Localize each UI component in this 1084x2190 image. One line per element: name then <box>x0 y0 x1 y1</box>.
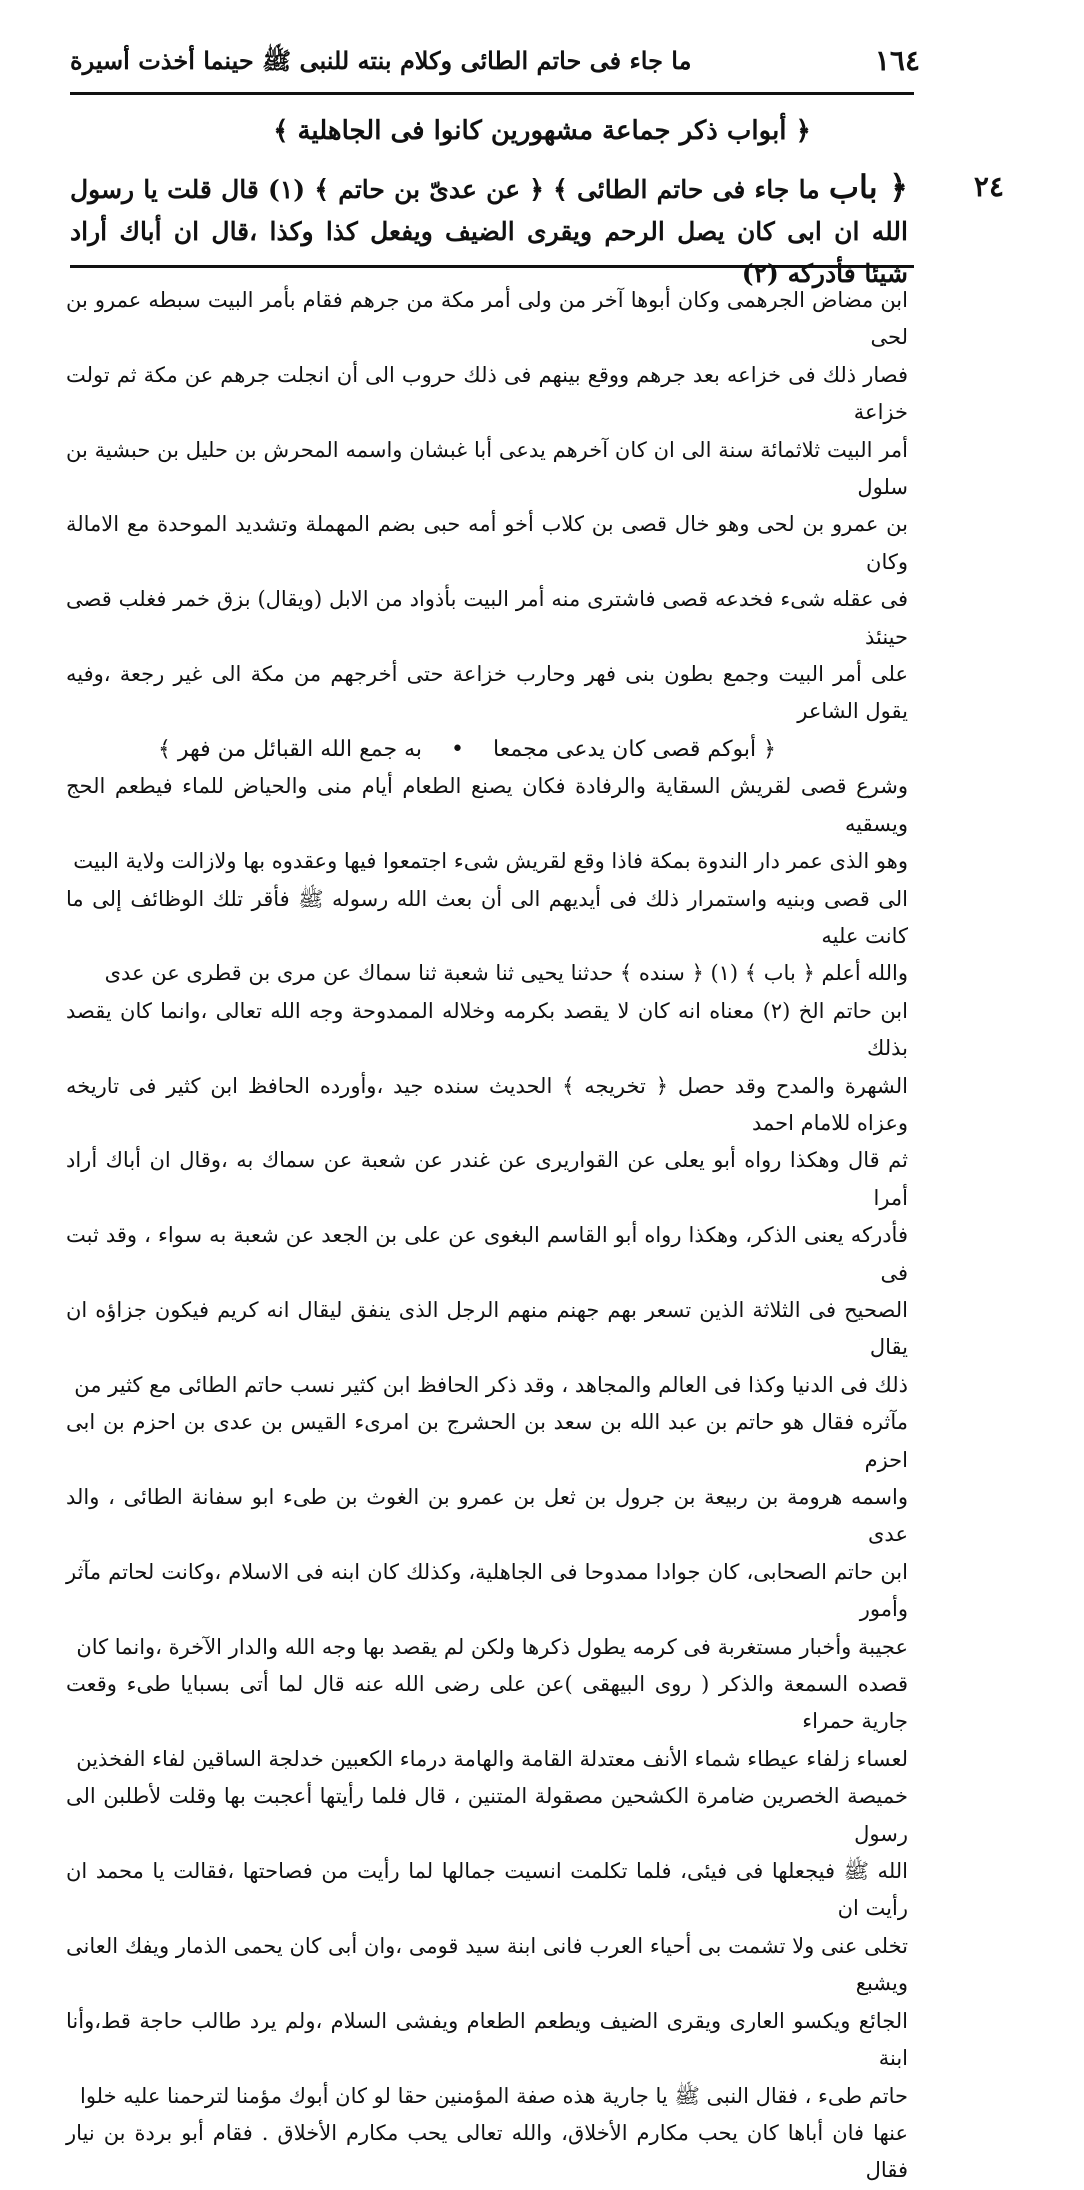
commentary-line: قصده السمعة والذكر ( روى البيهقى )عن على رضى الله عنه قال لما أتى بسبايا طىء وقعت جارية حمراء <box>66 1672 908 1734</box>
commentary-line: بن عمرو بن لحى وهو خال قصى بن كلاب أخو أمه حبى بضم المهملة وتشديد الموحدة مع الامالة وكان <box>66 512 908 574</box>
bab-label: ﴿ باب <box>828 168 908 206</box>
commentary-line: والله أعلم ﴿ باب ﴾ (١) ﴿ سنده ﴾ حدثنا يحيى ثنا شعبة ثنا سماك عن مرى بن قطرى عن عدى <box>104 961 908 986</box>
page-number: ١٦٤ <box>874 44 920 77</box>
commentary-block-1 <box>66 282 908 731</box>
verse-second-hemistich: به جمع الله القبائل من فهر ﴾ <box>157 736 423 762</box>
commentary-line: مآثره فقال هو حاتم بن عبد الله بن سعد بن الحشرج بن امرىء القيس بن عدى بن احزم بن ابى احزم <box>66 1410 908 1472</box>
verse-separator: • <box>451 736 465 762</box>
commentary-line: وهو الذى عمر دار الندوة بمكة فاذا وقع لقريش شىء اجتمعوا فيها وعقدوه بها ولازالت ولاية البيت <box>73 849 908 874</box>
hadith-number: ٢٤ <box>973 170 1004 203</box>
commentary-line: فأدركه يعنى الذكر، وهكذا رواه أبو القاسم البغوى عن على بن الجعد عن شعبة به سواء ، وقد ثبت فى <box>66 1223 908 1285</box>
commentary-line: واسمه هرومة بن ربيعة بن جرول بن ثعل بن عمرو بن الغوث بن طىء ابو سفانة الطائى ، والد عدى <box>66 1485 908 1547</box>
commentary-block-2 <box>66 768 908 2189</box>
running-title: ما جاء فى حاتم الطائى وكلام بنته للنبى ﷺ حينما أخذت أسيرة <box>70 46 692 75</box>
commentary-line: ذلك فى الدنيا وكذا فى العالم والمجاهد ، وقد ذكر الحافظ ابن كثير نسب حاتم الطائى مع كثير من <box>74 1372 908 1397</box>
commentary-line: حاتم طىء ، فقال النبى ﷺ يا جارية هذه صفة المؤمنين حقا لو كان أبوك مؤمنا لترحمنا عليه خلوا <box>80 2083 908 2108</box>
commentary-line: خميصة الخصرين ضامرة الكشحين مصقولة المتنين ، قال فلما رأيتها أعجبت بها وقلت لأطلبن الى رسول <box>66 1784 908 1846</box>
commentary-line: ابن مضاض الجرهمى وكان أبوها آخر من ولى أمر مكة من جرهم فقام بأمر البيت سبطه عمرو بن لحى <box>66 288 908 350</box>
commentary <box>66 282 908 2190</box>
page-header <box>70 38 920 86</box>
commentary-line: تخلى عنى ولا تشمت بى أحياء العرب فانى ابنة سيد قومى ،وان أبى كان يحمى الذمار ويفك العانى ويشبع <box>66 1933 908 1996</box>
hadith-text <box>70 166 908 295</box>
commentary-line: عجيبة وأخبار مستغربة فى كرمه يطول ذكرها ولكن لم يقصد بها وجه الله والدار الآخرة ،وانما كان <box>76 1634 908 1659</box>
section-heading: ﴿ أبواب ذكر جماعة مشهورين كانوا فى الجاهلية ﴾ <box>273 116 811 146</box>
commentary-line: ابن حاتم الصحابى، كان جوادا ممدوحا فى الجاهلية، وكذلك كان ابنه فى الاسلام ،وكانت لحاتم مآثر وأمور <box>66 1559 908 1622</box>
commentary-line: لعساء زلفاء عيطاء شماء الأنف معتدلة القامة والهامة درماء الكعبين خدلجة الساقين لفاء الفخذين <box>76 1746 908 1771</box>
footnote-rule <box>70 265 914 268</box>
hadith-body: ما جاء فى حاتم الطائى ﴾ ﴿ عن عدىّ بن حاتم ﴾ (١) قال قلت يا رسول الله ان ابى كان يصل الرحم ويقرى الضيف ويفعل كذا وكذا ،قال ان أباك أراد شيئا فأدركه (٢) <box>70 175 908 288</box>
commentary-line: عنها فان أباها كان يحب مكارم الأخلاق، والله تعالى يحب مكارم الأخلاق . فقام أبو بردة بن نيار فقال <box>66 2120 908 2183</box>
commentary-line: الجائع ويكسو العارى ويقرى الضيف ويطعم الطعام ويفشى السلام ،ولم يرد طالب حاجة قط،وأنا ابنة <box>66 2008 908 2071</box>
commentary-line: الى قصى وبنيه واستمرار ذلك فى أيديهم الى أن بعث الله رسوله ﷺ فأقر تلك الوظائف إلى ما كانت عليه <box>66 886 908 948</box>
commentary-line: الشهرة والمدح وقد حصل ﴿ تخريجه ﴾ الحديث سنده جيد ،وأورده الحافظ ابن كثير فى تاريخه وعزاه للامام احمد <box>66 1073 908 1135</box>
commentary-line: الله ﷺ فيجعلها فى فيئى، فلما تكلمت انسيت جمالها لما رأيت من فصاحتها ،فقالت يا محمد ان رأيت ان <box>66 1859 908 1921</box>
commentary-line: ثم قال وهكذا رواه أبو يعلى عن القواريرى عن غندر عن شعبة عن سماك به ،وقال ان أباك أراد أمرا <box>66 1148 908 1210</box>
commentary-line: الصحيح فى الثلاثة الذين تسعر بهم جهنم منهم الرجل الذى ينفق ليقال انه كريم فيكون جزاؤه ان يقال <box>66 1297 908 1360</box>
poetry-verse <box>66 731 908 768</box>
header-rule <box>70 92 914 95</box>
commentary-line: على أمر البيت وجمع بطون بنى فهر وحارب خزاعة حتى أخرجهم من مكة الى غير رجعة ،وفيه يقول الشاعر <box>66 662 908 724</box>
commentary-line: فصار ذلك فى خزاعه بعد جرهم ووقع بينهم فى ذلك حروب الى أن انجلت جرهم عن مكة ثم تولت خزاعة <box>66 362 908 425</box>
commentary-line: وشرع قصى لقريش السقاية والرفادة فكان يصنع الطعام أيام منى والحياض للماء فيطعم الحج ويسقيه <box>66 774 908 836</box>
commentary-line: أمر البيت ثلاثمائة سنة الى ان كان آخرهم يدعى أبا غبشان واسمه المحرش بن حليل بن حبشية بن سلول <box>66 437 908 500</box>
commentary-line: فى عقله شىء فخدعه قصى فاشترى منه أمر البيت بأذواد من الابل (ويقال) بزق خمر فغلب قصى حينئذ <box>66 587 908 649</box>
commentary-line: ابن حاتم الخ (٢) معناه انه كان لا يقصد بكرمه وخلاله الممدوحة وجه الله تعالى ،وانما كان يقصد بذلك <box>66 998 908 1061</box>
verse-first-hemistich: ﴿ أبوكم قصى كان يدعى مجمعا <box>493 736 777 762</box>
